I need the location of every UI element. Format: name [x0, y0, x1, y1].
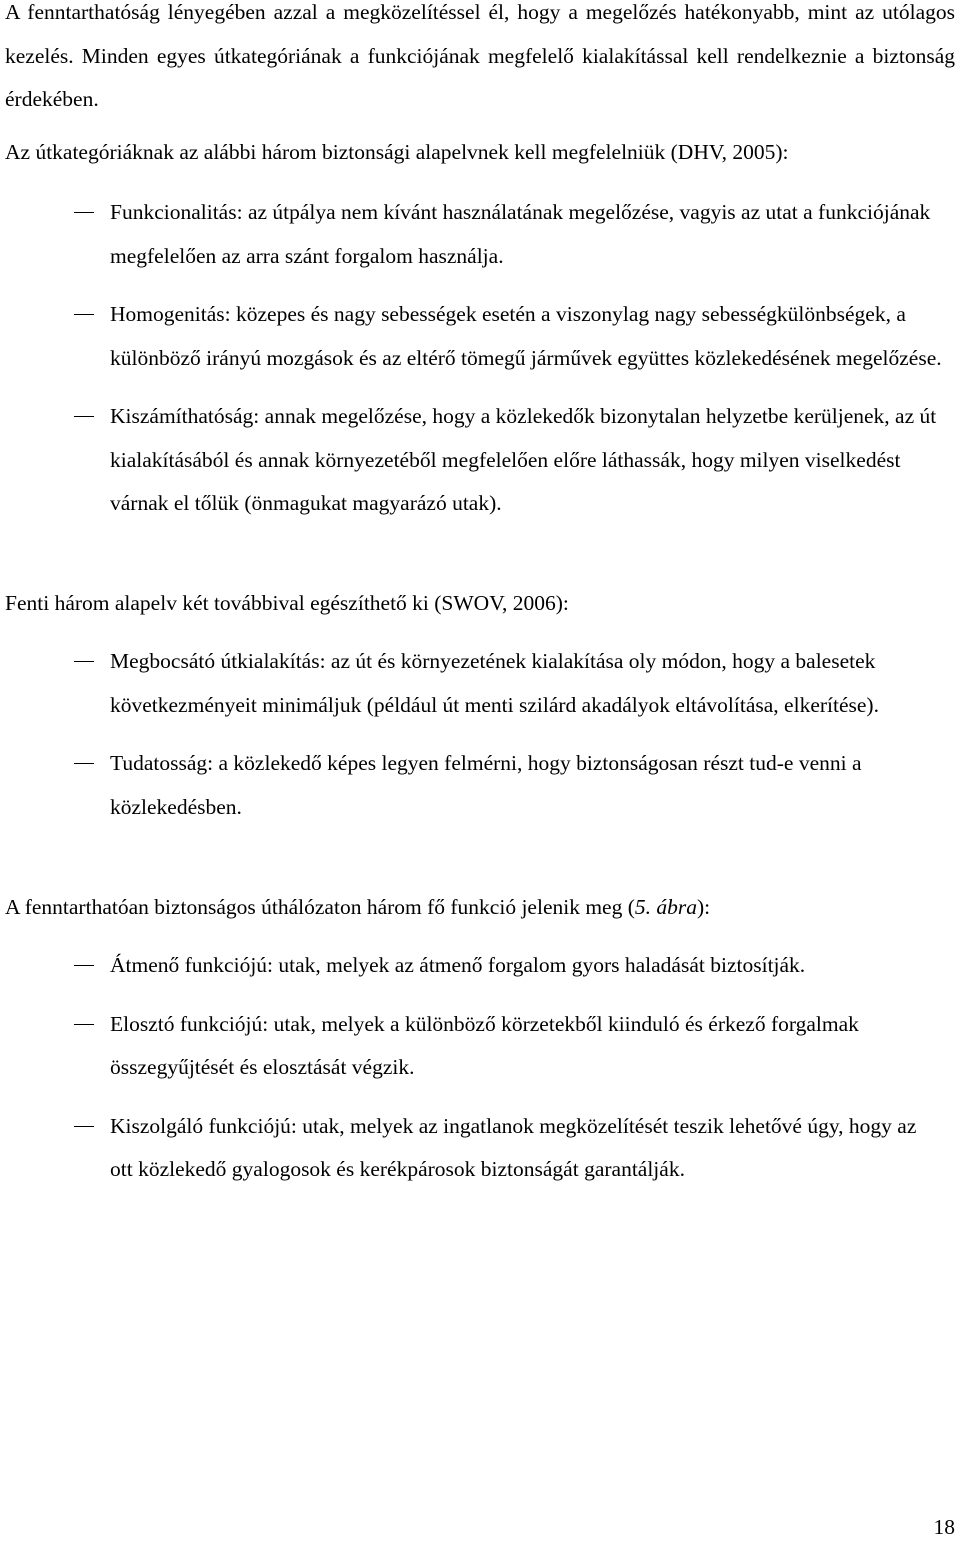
list-item-text: Kiszolgáló funkciójú: utak, melyek az ingatlanok megközelítését teszik lehetővé úgy, hogy az ott közlekedő gyalogosok és kerékpárosok biztonságát garantálják.: [110, 1113, 917, 1181]
principles-list: [0, 191, 960, 526]
list-item: [0, 1003, 960, 1090]
dash-bullet-icon: [74, 314, 94, 315]
list-item-text: Funkcionalitás: az útpálya nem kívánt használatának megelőzése, vagyis az utat a funkciójának megfelelően az arra szánt forgalom használja.: [110, 200, 931, 268]
list-item: [0, 293, 960, 380]
dash-bullet-icon: [74, 212, 94, 213]
dash-bullet-icon: [74, 416, 94, 417]
list-item: [0, 1105, 960, 1192]
additional-intro-paragraph: Fenti három alapelv két továbbival egészíthető ki (SWOV, 2006):: [5, 591, 569, 615]
list-item: [0, 191, 960, 278]
list-item-text: Átmenő funkciójú: utak, melyek az átmenő forgalom gyors haladását biztosítják.: [110, 953, 806, 977]
dash-bullet-icon: [74, 763, 94, 764]
list-item-text: Kiszámíthatóság: annak megelőzése, hogy a közlekedők bizonytalan helyzetbe kerüljenek, az út kialakításából és annak környezetéből megfelelően előre láthassák, hogy milyen viselkedést várnak el tőlük (önmagukat magyarázó utak).: [110, 404, 937, 515]
intro-paragraph: A fenntarthatóság lényegében azzal a megközelítéssel él, hogy a megelőzés hatékonyabb, mint az utólagos kezelés. Minden egyes útkategóriának a funkciójának megfelelő kialakítással kell rendelkeznie a biztonság érdekében.: [5, 0, 955, 111]
functions-intro-before: A fenntarthatóan biztonságos úthálózaton három fő funkció jelenik meg (: [5, 895, 635, 919]
dash-bullet-icon: [74, 1126, 94, 1127]
principles-intro-paragraph: Az útkategóriáknak az alábbi három biztonsági alapelvnek kell megfelelniük (DHV, 2005):: [5, 140, 789, 164]
functions-intro-paragraph: [5, 886, 955, 930]
list-item: [0, 944, 960, 988]
list-item-text: Elosztó funkciójú: utak, melyek a különböző körzetekből kiinduló és érkező forgalmak összegyűjtését és elosztását végzik.: [110, 1011, 859, 1079]
page-number: 18: [933, 1515, 955, 1539]
figure-reference: 5. ábra: [634, 895, 698, 919]
dash-bullet-icon: [74, 661, 94, 662]
list-item-text: Tudatosság: a közlekedő képes legyen felmérni, hogy biztonságosan részt tud-e venni a közlekedésben.: [110, 751, 862, 819]
list-item: [0, 742, 960, 829]
dash-bullet-icon: [74, 1024, 94, 1025]
additional-principles-list: [0, 640, 960, 829]
list-item-text: Megbocsátó útkialakítás: az út és környezetének kialakítása oly módon, hogy a balesetek következményeit minimáljuk (például út menti szilárd akadályok eltávolítása, elkerítése).: [110, 649, 879, 717]
dash-bullet-icon: [74, 965, 94, 966]
list-item: [0, 395, 960, 526]
functions-intro-after: ):: [697, 895, 711, 919]
list-item: [0, 640, 960, 727]
functions-list: [0, 944, 960, 1192]
list-item-text: Homogenitás: közepes és nagy sebességek esetén a viszonylag nagy sebességkülönbségek, a különböző irányú mozgások és az eltérő tömegű járművek együttes közlekedésének megelőzése.: [110, 302, 942, 370]
